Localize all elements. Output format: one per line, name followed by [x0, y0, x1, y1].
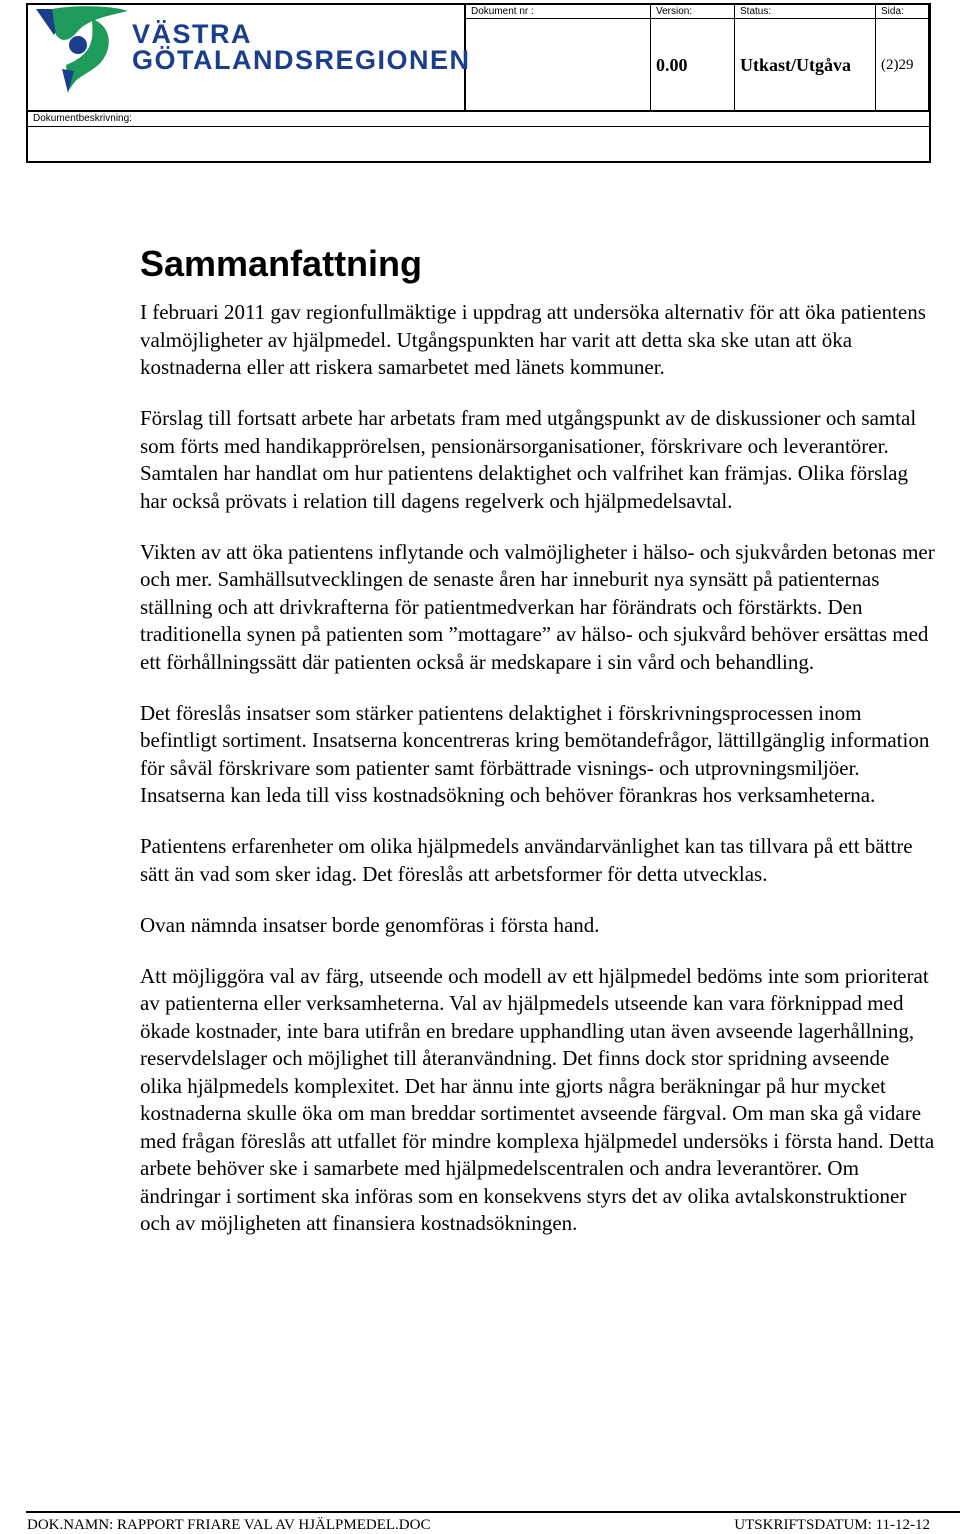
region-logo-icon	[32, 5, 132, 97]
document-header	[26, 3, 931, 163]
description-row	[28, 110, 929, 127]
document-nr-label: Dokument nr :	[471, 6, 534, 17]
page-value: (2)29	[881, 57, 914, 73]
description-label: Dokumentbeskrivning:	[33, 113, 132, 124]
footer-divider	[26, 1511, 960, 1513]
paragraph: Patientens erfarenheter om olika hjälpmedels användarvänlighet kan tas tillvara på ett bättre sätt än vad som sker idag. Det föreslås att arbetsformer för detta utvecklas.	[140, 834, 913, 886]
version-label: Version:	[656, 6, 693, 17]
paragraph: Att möjliggöra val av färg, utseende och modell av ett hjälpmedel bedöms inte som prioriterat av patienterna eller verksamheterna. Val av hjälpmedels utseende kan vara förknippad med ökade kostnader, inte bara utifrån en bredare upphandling utan även avseende lagerhållning, reservdelslager och möjlighet till återanvändning. Det finns dock stor spridning avseende olika hjälpmedels komplexitet. Det har ännu inte gjorts några beräkningar på hur mycket kostnaderna skulle öka om man breddar sortimentet avseende färgval. Om man ska gå vidare med frågan föreslås att utfallet för mindre komplexa hjälpmedel undersöks i första hand. Detta arbete behöver ske i samarbete med hjälpmedelscentralen och andra leverantörer. Om ändringar i sortiment ska införas som en konsekvens styrs det av olika avtalskonstruktioner och av möjligheten att finansiera kostnadsökningen.	[140, 963, 935, 1235]
status-value: Utkast/Utgåva	[740, 55, 851, 75]
logo-cell	[28, 5, 471, 110]
paragraph: Ovan nämnda insatser borde genomföras i första hand.	[140, 912, 600, 937]
status-label: Status:	[740, 6, 772, 17]
page-label: Sida:	[881, 6, 904, 17]
page-cell	[876, 5, 929, 110]
status-cell	[735, 5, 876, 110]
page-title: Sammanfattning	[140, 243, 423, 284]
logo-text-line1: VÄSTRA	[132, 19, 253, 49]
logo-text-line2: GÖTALANDSREGIONEN	[132, 45, 471, 75]
paragraph: I februari 2011 gav regionfullmäktige i uppdrag att undersöka alternativ för att öka patientens valmöjligheter av hjälpmedel. Utgångspunkten har varit att detta ska ske utan att öka kostnaderna eller att riskera samarbetet med länets kommuner.	[140, 300, 926, 379]
version-cell	[651, 5, 735, 110]
footer-print-date: UTSKRIFTSDATUM: 11-12-12	[734, 1517, 930, 1533]
document-nr-cell	[466, 5, 651, 110]
footer-document-name: DOK.NAMN: RAPPORT FRIARE VAL AV HJÄLPMEDEL.DOC	[27, 1517, 431, 1533]
version-value: 0.00	[656, 55, 688, 75]
paragraph: Det föreslås insatser som stärker patientens delaktighet i förskrivningsprocessen inom befintligt sortiment. Insatserna koncentreras kring bemötandefrågor, lättillgänglig information för såväl förskrivare som patienter samt förbättrade visnings- och utprovningsmiljöer. Insatserna kan leda till viss kostnadsökning och behöver förankras hos verksamheterna.	[140, 700, 930, 807]
paragraph: Vikten av att öka patientens inflytande och valmöjligheter i hälso- och sjukvården betonas mer och mer. Samhällsutvecklingen de senaste åren har inneburit nya synsätt på patienternas ställning och att drivkrafterna för patientmedverkan har förändrats och förstärkts. Den traditionella synen på patienten som ”mottagare” av hälso- och sjukvård behöver ersättas med ett förhållningssätt där patienten också är medskapare i sin vård och behandling.	[140, 539, 935, 674]
paragraph: Förslag till fortsatt arbete har arbetats fram med utgångspunkt av de diskussioner och samtal som förts med handikapprörelsen, pensionärsorganisationer, förskrivare och leverantörer. Samtalen har handlat om hur patientens delaktighet och valfrihet kan främjas. Olika förslag har också prövats i relation till dagens regelverk och hjälpmedelsavtal.	[140, 406, 917, 513]
body-text	[140, 299, 935, 1261]
